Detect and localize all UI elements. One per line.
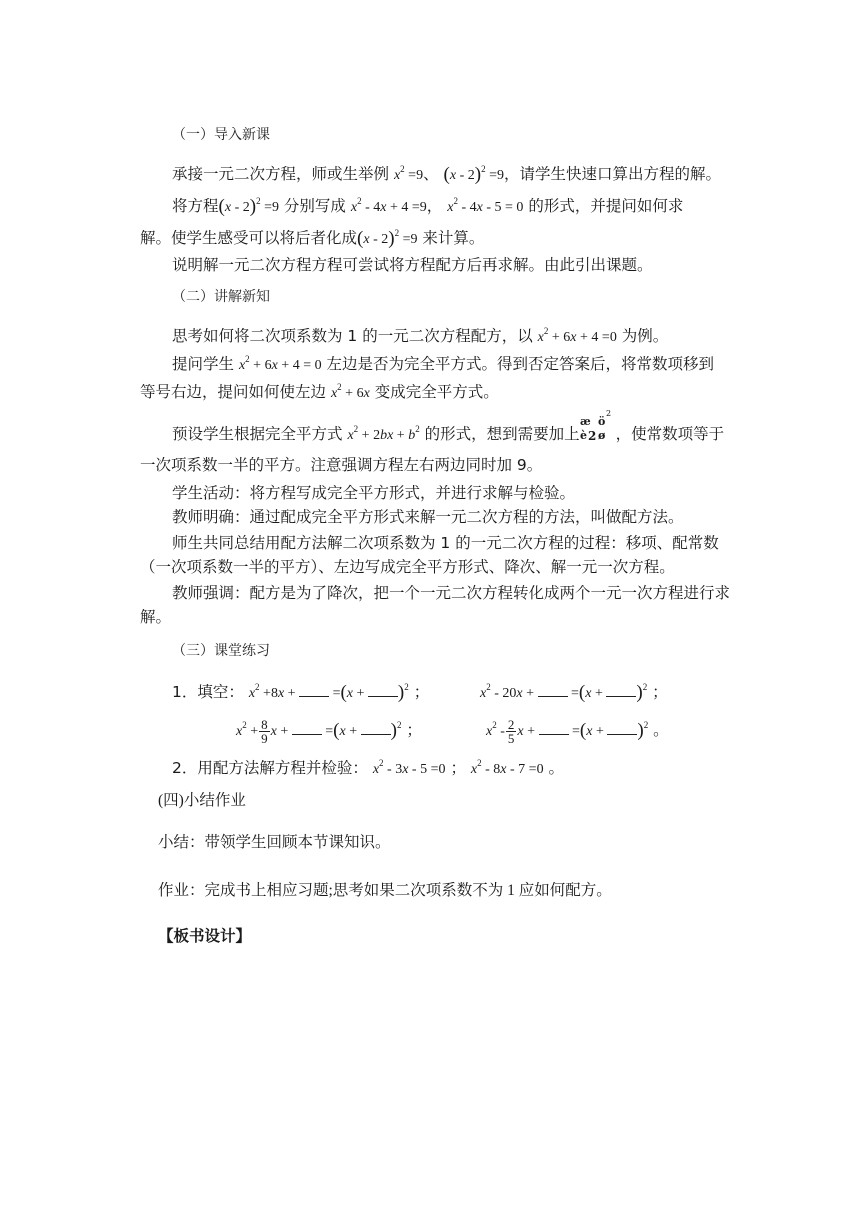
paragraph-1: 承接一元二次方程，师或生举例 $x^2 =9$、 (x - 2)$^2$ =9，请学生快速口算出方程的解。: [172, 164, 721, 185]
paragraph-15: 解。: [140, 608, 172, 626]
answer-blank[interactable]: [538, 684, 568, 697]
answer-blank[interactable]: [361, 722, 391, 735]
exercise-2: 2．用配方法解方程并检验： $x^2 - 3x - 5 =0$ ； $x^2 - 8x - 7 =0$ 。: [172, 758, 565, 777]
paragraph-2: 将方程(x - 2)$^2$ =9 分别写成 $x^2 - 4x + 4 =9$， $x^2 - 4x - 5 = 0$ 的形式，并提问如何求: [172, 196, 684, 217]
board-design-heading: 【板书设计】: [158, 928, 252, 945]
paragraph-11: 教师明确：通过配成完全平方形式来解一元二次方程的方法，叫做配方法。: [172, 508, 684, 526]
answer-blank[interactable]: [606, 684, 636, 697]
exercise-1-row-2: $x^2$ + $\frac{8}{9}$ $x + =(x + )^2$ ；: [236, 717, 422, 747]
answer-blank[interactable]: [539, 722, 569, 735]
section-heading-3: （三）课堂练习: [172, 643, 270, 659]
paragraph-14: 教师强调：配方是为了降次，把一个一元二次方程转化成两个一元一次方程进行求: [172, 584, 731, 602]
section-heading-4: (四)小结作业: [158, 792, 246, 809]
paragraph-12: 师生共同总结用配方法解二次项系数为 1 的一元二次方程的过程：移项、配常数: [172, 534, 719, 552]
paragraph-10: 学生活动：将方程写成完全平方形式，并进行求解与检验。: [172, 484, 576, 502]
exercise-1-row-2b: $x^2$ - $\frac{2}{5}$ $x + =(x + )^2$ 。: [486, 717, 669, 747]
section-heading-2: （二）讲解新知: [172, 289, 270, 305]
math-x-minus-2-sq-eq-9: (x - 2)$^2$ =9: [443, 164, 504, 185]
paragraph-13: （一次项系数一半的平方）、左边写成完全平方形式、降次、解一元一次方程。: [140, 558, 675, 576]
answer-blank[interactable]: [299, 684, 329, 697]
math-x2-eq-9: $x^2 =9$: [393, 164, 424, 183]
garbled-formula-image: æ ö è 2 ø 2: [580, 409, 612, 443]
paragraph-8: 预设学生根据完全平方式 $x^2 + 2bx + b^2$ 的形式，想到需要加上 ，使常数项等于: [172, 424, 725, 443]
paragraph-3: 解。使学生感受可以将后者化成(x - 2)$^2$ =9 来计算。: [140, 228, 485, 249]
paragraph-9: 一次项系数一半的平方。注意强调方程左右两边同时加 9。: [140, 456, 543, 474]
section-heading-1: （一）导入新课: [172, 127, 270, 143]
answer-blank[interactable]: [292, 722, 322, 735]
exercise-1-row-1b: $x^2 - 20x + =(x + )^2$ ；: [480, 682, 668, 703]
paragraph-5: 思考如何将二次项系数为 1 的一元二次方程配方，以 $x^2 + 6x + 4 =0$ 为例。: [172, 326, 669, 345]
paragraph-4: 说明解一元二次方程方程可尝试将方程配方后再求解。由此引出课题。: [172, 256, 653, 274]
paragraph-6: 提问学生 $x^2 + 6x + 4 = 0$ 左边是否为完全平方式。得到否定答案后，将常数项移到: [172, 354, 715, 373]
summary-text: 小结：带领学生回顾本节课知识。: [158, 834, 391, 851]
answer-blank[interactable]: [368, 684, 398, 697]
answer-blank[interactable]: [607, 722, 637, 735]
paragraph-7: 等号右边，提问如何使左边 $x^2 + 6x$ 变成完全平方式。: [140, 382, 499, 401]
exercise-1-row-1: 1．填空： $x^2 +8x + =(x + )^2$ ；: [172, 682, 430, 703]
homework-text: 作业：完成书上相应习题;思考如果二次项系数不为 1 应如何配方。: [158, 882, 612, 899]
